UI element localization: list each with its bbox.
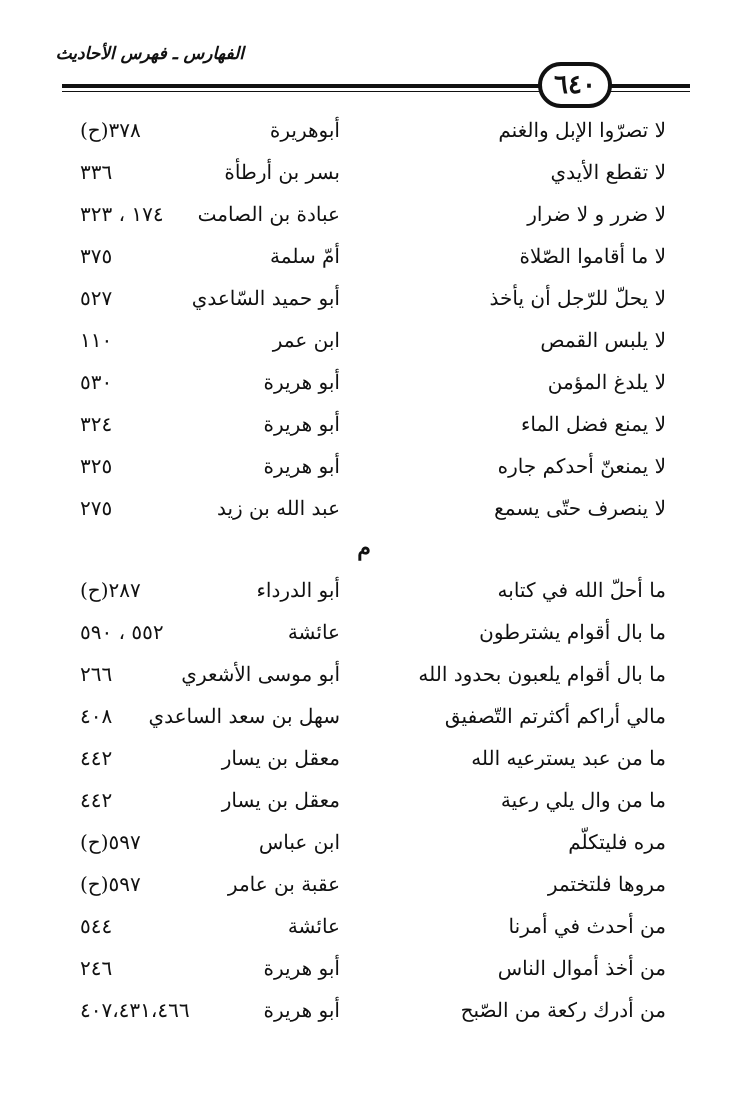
narrator-name: أبو الدرداء bbox=[256, 578, 340, 602]
hadith-text: مره فليتكلّم bbox=[568, 830, 666, 854]
page-references: ٤٠٨ bbox=[80, 704, 113, 728]
narrator-name: أبو موسى الأشعري bbox=[181, 662, 340, 686]
index-entry bbox=[0, 362, 752, 402]
narrator-name: عائشة bbox=[287, 620, 340, 644]
page-references: ٥٩٧(ح) bbox=[80, 830, 141, 854]
hadith-text: لا ما أقاموا الصّلاة bbox=[519, 244, 666, 268]
index-entry bbox=[0, 696, 752, 736]
hadith-text: من أحدث في أمرنا bbox=[508, 914, 666, 938]
page-references: ٥٢٧ bbox=[80, 286, 113, 310]
narrator-name: أبو حميد السّاعدي bbox=[191, 286, 340, 310]
page-references: ٣٢٥ bbox=[80, 454, 113, 478]
page-references: ٥٩٧(ح) bbox=[80, 872, 141, 896]
narrator-name: عبد الله بن زيد bbox=[216, 496, 340, 520]
page-references: ٢٤٦ bbox=[80, 956, 113, 980]
index-entry bbox=[0, 906, 752, 946]
index-entry bbox=[0, 780, 752, 820]
index-entry bbox=[0, 864, 752, 904]
index-entry bbox=[0, 446, 752, 486]
page-references: ١٧٤ ، ٣٢٣ bbox=[80, 202, 164, 226]
hadith-text: ما أحلّ الله في كتابه bbox=[497, 578, 666, 602]
running-header-title: الفهارس ـ فهرس الأحاديث bbox=[55, 44, 244, 64]
narrator-name: أبو هريرة bbox=[263, 956, 340, 980]
page-references: ٤٠٧،٤٣١،٤٦٦ bbox=[80, 998, 190, 1022]
page-references: ٢٨٧(ح) bbox=[80, 578, 141, 602]
narrator-name: عقبة بن عامر bbox=[227, 872, 340, 896]
page-references: ٢٧٥ bbox=[80, 496, 113, 520]
hadith-text: لا يمنعنّ أحدكم جاره bbox=[497, 454, 666, 478]
hadith-text: لا يلدغ المؤمن bbox=[547, 370, 666, 394]
index-entry bbox=[0, 654, 752, 694]
hadith-text: لا يمنع فضل الماء bbox=[520, 412, 666, 436]
narrator-name: أبو هريرة bbox=[263, 454, 340, 478]
hadith-text: ما بال أقوام يشترطون bbox=[479, 620, 666, 644]
hadith-text: لا تصرّوا الإبل والغنم bbox=[498, 118, 666, 142]
index-entry bbox=[0, 236, 752, 276]
narrator-name: أبوهريرة bbox=[269, 118, 340, 142]
index-entry bbox=[0, 612, 752, 652]
index-entry bbox=[0, 948, 752, 988]
index-entry bbox=[0, 738, 752, 778]
narrator-name: أبو هريرة bbox=[263, 412, 340, 436]
index-entry bbox=[0, 320, 752, 360]
hadith-text: مالي أراكم أكثرتم التّصفيق bbox=[444, 704, 666, 728]
index-entry bbox=[0, 488, 752, 528]
hadith-text: مروها فلتختمر bbox=[547, 872, 666, 896]
hadith-text: لا تقطع الأيدي bbox=[550, 160, 666, 184]
hadith-text: من أدرك ركعة من الصّبح bbox=[460, 998, 666, 1022]
page-references: ٣٢٤ bbox=[80, 412, 113, 436]
narrator-name: عائشة bbox=[287, 914, 340, 938]
section-letter-heading: م bbox=[357, 535, 371, 561]
narrator-name: بسر بن أرطأة bbox=[224, 160, 340, 184]
hadith-text: ما من عبد يسترعيه الله bbox=[471, 746, 666, 770]
narrator-name: أبو هريرة bbox=[263, 998, 340, 1022]
narrator-name: معقل بن يسار bbox=[221, 788, 340, 812]
page-references: ٣٧٨(ح) bbox=[80, 118, 141, 142]
page-number-badge: ٦٤٠ bbox=[538, 62, 612, 108]
page-references: ٣٣٦ bbox=[80, 160, 113, 184]
hadith-text: ما من وال يلي رعية bbox=[500, 788, 666, 812]
narrator-name: أبو هريرة bbox=[263, 370, 340, 394]
page-references: ٥٤٤ bbox=[80, 914, 113, 938]
hadith-text: لا يلبس القمص bbox=[540, 328, 666, 352]
index-entry bbox=[0, 570, 752, 610]
index-entry bbox=[0, 152, 752, 192]
page-references: ١١٠ bbox=[80, 328, 113, 352]
page-references: ٣٧٥ bbox=[80, 244, 113, 268]
page-references: ٤٤٢ bbox=[80, 746, 113, 770]
index-entry bbox=[0, 110, 752, 150]
narrator-name: ابن عباس bbox=[258, 830, 340, 854]
hadith-text: لا ينصرف حتّى يسمع bbox=[494, 496, 666, 520]
page-references: ٤٤٢ bbox=[80, 788, 113, 812]
hadith-text: لا يحلّ للرّجل أن يأخذ bbox=[489, 286, 666, 310]
narrator-name: أمّ سلمة bbox=[270, 244, 340, 268]
index-entry bbox=[0, 822, 752, 862]
hadith-text: ما بال أقوام يلعبون بحدود الله bbox=[418, 662, 666, 686]
page-references: ٢٦٦ bbox=[80, 662, 113, 686]
hadith-text: لا ضرر و لا ضرار bbox=[527, 202, 666, 226]
index-entry bbox=[0, 404, 752, 444]
page-references: ٥٣٠ bbox=[80, 370, 113, 394]
narrator-name: سهل بن سعد الساعدي bbox=[148, 704, 340, 728]
narrator-name: عبادة بن الصامت bbox=[197, 202, 340, 226]
narrator-name: ابن عمر bbox=[272, 328, 340, 352]
index-entry bbox=[0, 194, 752, 234]
page-references: ٥٥٢ ، ٥٩٠ bbox=[80, 620, 164, 644]
index-entry bbox=[0, 990, 752, 1030]
index-entry bbox=[0, 278, 752, 318]
hadith-text: من أخذ أموال الناس bbox=[497, 956, 666, 980]
narrator-name: معقل بن يسار bbox=[221, 746, 340, 770]
